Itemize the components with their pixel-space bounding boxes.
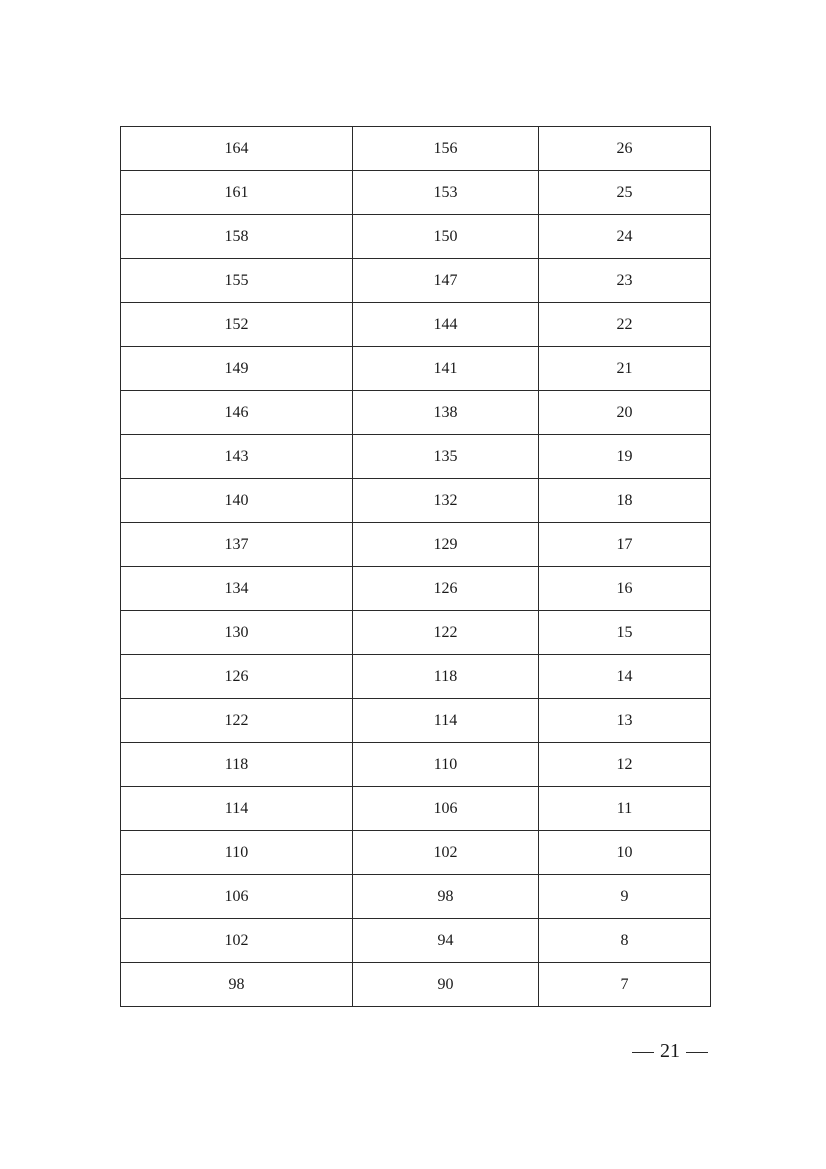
table-cell: 135 xyxy=(353,435,539,479)
table-cell: 140 xyxy=(121,479,353,523)
table-cell: 149 xyxy=(121,347,353,391)
table-cell: 146 xyxy=(121,391,353,435)
table-cell: 137 xyxy=(121,523,353,567)
table-cell: 126 xyxy=(121,655,353,699)
table-row xyxy=(121,435,711,479)
table-row xyxy=(121,567,711,611)
table-row xyxy=(121,347,711,391)
table-row xyxy=(121,875,711,919)
table-cell: 164 xyxy=(121,127,353,171)
table-row xyxy=(121,919,711,963)
table-cell: 24 xyxy=(539,215,711,259)
table-cell: 21 xyxy=(539,347,711,391)
table-cell: 14 xyxy=(539,655,711,699)
table-cell: 23 xyxy=(539,259,711,303)
table-cell: 20 xyxy=(539,391,711,435)
page-number-dash-left xyxy=(632,1052,654,1053)
table-cell: 25 xyxy=(539,171,711,215)
table-cell: 13 xyxy=(539,699,711,743)
table-cell: 118 xyxy=(353,655,539,699)
table-row xyxy=(121,391,711,435)
table-cell: 8 xyxy=(539,919,711,963)
table-cell: 102 xyxy=(121,919,353,963)
table-cell: 90 xyxy=(353,963,539,1007)
table-cell: 110 xyxy=(353,743,539,787)
table-cell: 150 xyxy=(353,215,539,259)
table-row xyxy=(121,699,711,743)
table-cell: 11 xyxy=(539,787,711,831)
table-row xyxy=(121,523,711,567)
table-row xyxy=(121,655,711,699)
table-cell: 17 xyxy=(539,523,711,567)
table-cell: 141 xyxy=(353,347,539,391)
table-cell: 130 xyxy=(121,611,353,655)
table-cell: 122 xyxy=(353,611,539,655)
table-row xyxy=(121,963,711,1007)
table-cell: 147 xyxy=(353,259,539,303)
table-cell: 98 xyxy=(121,963,353,1007)
table-cell: 15 xyxy=(539,611,711,655)
page-number-dash-right xyxy=(686,1052,708,1053)
table-cell: 152 xyxy=(121,303,353,347)
table-cell: 10 xyxy=(539,831,711,875)
table-cell: 16 xyxy=(539,567,711,611)
table-cell: 114 xyxy=(353,699,539,743)
table-cell: 144 xyxy=(353,303,539,347)
table-cell: 102 xyxy=(353,831,539,875)
table-cell: 158 xyxy=(121,215,353,259)
table-cell: 9 xyxy=(539,875,711,919)
table-cell: 12 xyxy=(539,743,711,787)
table-cell: 94 xyxy=(353,919,539,963)
page-number-value: 21 xyxy=(660,1040,680,1062)
table-cell: 110 xyxy=(121,831,353,875)
table-cell: 156 xyxy=(353,127,539,171)
table-row xyxy=(121,787,711,831)
table-row xyxy=(121,215,711,259)
table-cell: 143 xyxy=(121,435,353,479)
table-cell: 129 xyxy=(353,523,539,567)
table-row xyxy=(121,611,711,655)
table-cell: 126 xyxy=(353,567,539,611)
table-row xyxy=(121,259,711,303)
table-cell: 114 xyxy=(121,787,353,831)
table-cell: 98 xyxy=(353,875,539,919)
table-cell: 138 xyxy=(353,391,539,435)
table-cell: 155 xyxy=(121,259,353,303)
table-cell: 118 xyxy=(121,743,353,787)
table-body xyxy=(121,127,711,1007)
table-cell: 134 xyxy=(121,567,353,611)
page-number xyxy=(620,1040,720,1063)
table-cell: 106 xyxy=(353,787,539,831)
table-cell: 161 xyxy=(121,171,353,215)
table-row xyxy=(121,743,711,787)
table-row xyxy=(121,303,711,347)
table-row xyxy=(121,171,711,215)
table-cell: 26 xyxy=(539,127,711,171)
table-cell: 122 xyxy=(121,699,353,743)
table-cell: 7 xyxy=(539,963,711,1007)
table-cell: 22 xyxy=(539,303,711,347)
table-cell: 18 xyxy=(539,479,711,523)
score-table xyxy=(120,126,711,1007)
table-cell: 19 xyxy=(539,435,711,479)
table-cell: 106 xyxy=(121,875,353,919)
table-row xyxy=(121,479,711,523)
table-row xyxy=(121,831,711,875)
table-cell: 132 xyxy=(353,479,539,523)
table-row xyxy=(121,127,711,171)
table-cell: 153 xyxy=(353,171,539,215)
